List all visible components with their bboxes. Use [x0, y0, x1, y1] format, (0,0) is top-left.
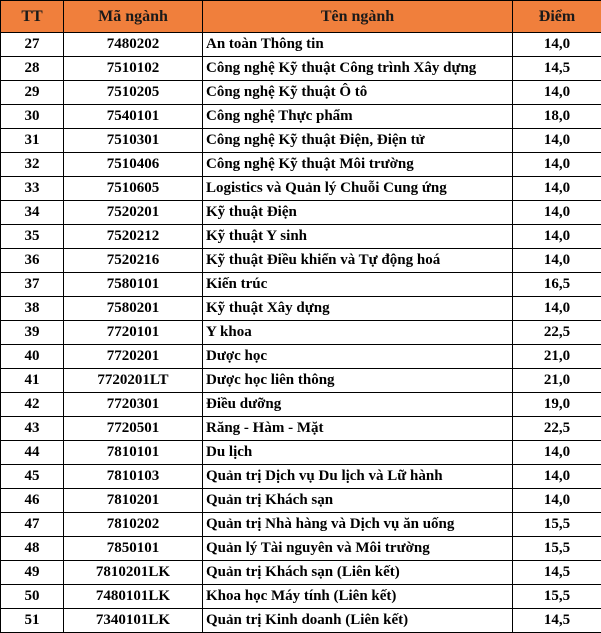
table-row [1, 585, 601, 609]
row-tt: 46 [1, 489, 64, 513]
row-code: 7810103 [64, 465, 203, 489]
row-score: 14,0 [513, 249, 601, 273]
table-row [1, 225, 601, 249]
row-score: 15,5 [513, 513, 601, 537]
row-code: 7720501 [64, 417, 203, 441]
row-code: 7480202 [64, 33, 203, 57]
row-tt: 27 [1, 33, 64, 57]
table-row [1, 417, 601, 441]
table-row [1, 393, 601, 417]
row-tt: 43 [1, 417, 64, 441]
row-tt: 38 [1, 297, 64, 321]
row-name: Dược học [203, 345, 513, 369]
row-tt: 44 [1, 441, 64, 465]
row-name: Công nghệ Thực phẩm [203, 105, 513, 129]
row-tt: 47 [1, 513, 64, 537]
table-row [1, 513, 601, 537]
row-score: 14,0 [513, 489, 601, 513]
row-score: 14,0 [513, 297, 601, 321]
row-code: 7720201 [64, 345, 203, 369]
table-row [1, 489, 601, 513]
row-tt: 39 [1, 321, 64, 345]
row-name: Công nghệ Kỹ thuật Môi trường [203, 153, 513, 177]
row-tt: 51 [1, 609, 64, 633]
table-row [1, 81, 601, 105]
row-score: 14,5 [513, 57, 601, 81]
row-score: 22,5 [513, 321, 601, 345]
table-row [1, 369, 601, 393]
table-row [1, 57, 601, 81]
row-code: 7810201 [64, 489, 203, 513]
row-code: 7540101 [64, 105, 203, 129]
row-score: 15,5 [513, 585, 601, 609]
row-tt: 34 [1, 201, 64, 225]
row-tt: 35 [1, 225, 64, 249]
row-tt: 45 [1, 465, 64, 489]
row-name: Khoa học Máy tính (Liên kết) [203, 585, 513, 609]
row-code: 7510102 [64, 57, 203, 81]
table-row [1, 441, 601, 465]
row-score: 14,0 [513, 33, 601, 57]
row-code: 7510205 [64, 81, 203, 105]
row-score: 14,0 [513, 81, 601, 105]
row-tt: 36 [1, 249, 64, 273]
row-tt: 37 [1, 273, 64, 297]
row-score: 14,0 [513, 465, 601, 489]
row-name: Kỹ thuật Điện [203, 201, 513, 225]
header-row [1, 1, 601, 33]
table-row [1, 33, 601, 57]
table-row [1, 561, 601, 585]
row-score: 21,0 [513, 345, 601, 369]
table-row [1, 273, 601, 297]
row-score: 18,0 [513, 105, 601, 129]
row-score: 15,5 [513, 537, 601, 561]
table-row [1, 609, 601, 633]
row-tt: 31 [1, 129, 64, 153]
row-score: 14,0 [513, 129, 601, 153]
row-name: Kỹ thuật Điều khiển và Tự động hoá [203, 249, 513, 273]
row-code: 7580101 [64, 273, 203, 297]
row-score: 21,0 [513, 369, 601, 393]
row-name: Kiến trúc [203, 273, 513, 297]
row-score: 14,0 [513, 441, 601, 465]
row-tt: 33 [1, 177, 64, 201]
row-code: 7480101LK [64, 585, 203, 609]
table-row [1, 297, 601, 321]
row-code: 7720301 [64, 393, 203, 417]
row-tt: 29 [1, 81, 64, 105]
row-code: 7510301 [64, 129, 203, 153]
row-name: Công nghệ Kỹ thuật Ô tô [203, 81, 513, 105]
row-name: Quản trị Khách sạn [203, 489, 513, 513]
row-code: 7510605 [64, 177, 203, 201]
table-row [1, 129, 601, 153]
table-row [1, 249, 601, 273]
row-name: Kỹ thuật Y sinh [203, 225, 513, 249]
row-score: 14,0 [513, 225, 601, 249]
row-code: 7810202 [64, 513, 203, 537]
table-row [1, 105, 601, 129]
row-name: Công nghệ Kỹ thuật Công trình Xây dựng [203, 57, 513, 81]
row-code: 7850101 [64, 537, 203, 561]
row-name: Du lịch [203, 441, 513, 465]
row-name: Logistics và Quản lý Chuỗi Cung ứng [203, 177, 513, 201]
row-name: An toàn Thông tin [203, 33, 513, 57]
row-tt: 41 [1, 369, 64, 393]
row-score: 14,0 [513, 153, 601, 177]
row-tt: 32 [1, 153, 64, 177]
row-tt: 50 [1, 585, 64, 609]
table-row [1, 321, 601, 345]
row-score: 14,5 [513, 561, 601, 585]
row-code: 7810101 [64, 441, 203, 465]
row-tt: 28 [1, 57, 64, 81]
table-row [1, 465, 601, 489]
row-name: Quản trị Nhà hàng và Dịch vụ ăn uống [203, 513, 513, 537]
row-code: 7520201 [64, 201, 203, 225]
header-code: Mã ngành [64, 1, 203, 33]
row-score: 14,5 [513, 609, 601, 633]
row-code: 7520212 [64, 225, 203, 249]
row-code: 7510406 [64, 153, 203, 177]
row-tt: 49 [1, 561, 64, 585]
table-row [1, 153, 601, 177]
row-tt: 48 [1, 537, 64, 561]
table-body [1, 33, 601, 633]
row-score: 22,5 [513, 417, 601, 441]
row-name: Công nghệ Kỹ thuật Điện, Điện tử [203, 129, 513, 153]
table-row [1, 201, 601, 225]
row-score: 16,5 [513, 273, 601, 297]
table-row [1, 177, 601, 201]
row-name: Quản lý Tài nguyên và Môi trường [203, 537, 513, 561]
row-code: 7720101 [64, 321, 203, 345]
row-name: Răng - Hàm - Mặt [203, 417, 513, 441]
row-name: Điều dưỡng [203, 393, 513, 417]
row-name: Quản trị Kinh doanh (Liên kết) [203, 609, 513, 633]
row-tt: 30 [1, 105, 64, 129]
row-name: Dược học liên thông [203, 369, 513, 393]
table-header [1, 1, 601, 33]
row-code: 7580201 [64, 297, 203, 321]
row-code: 7520216 [64, 249, 203, 273]
header-score: Điểm [513, 1, 601, 33]
row-code: 7340101LK [64, 609, 203, 633]
row-score: 14,0 [513, 201, 601, 225]
row-tt: 42 [1, 393, 64, 417]
row-name: Y khoa [203, 321, 513, 345]
table-row [1, 345, 601, 369]
row-score: 19,0 [513, 393, 601, 417]
row-name: Quản trị Khách sạn (Liên kết) [203, 561, 513, 585]
row-code: 7720201LT [64, 369, 203, 393]
row-code: 7810201LK [64, 561, 203, 585]
row-score: 14,0 [513, 177, 601, 201]
header-tt: TT [1, 1, 64, 33]
header-name: Tên ngành [203, 1, 513, 33]
row-name: Kỹ thuật Xây dựng [203, 297, 513, 321]
row-name: Quản trị Dịch vụ Du lịch và Lữ hành [203, 465, 513, 489]
row-tt: 40 [1, 345, 64, 369]
table-row [1, 537, 601, 561]
